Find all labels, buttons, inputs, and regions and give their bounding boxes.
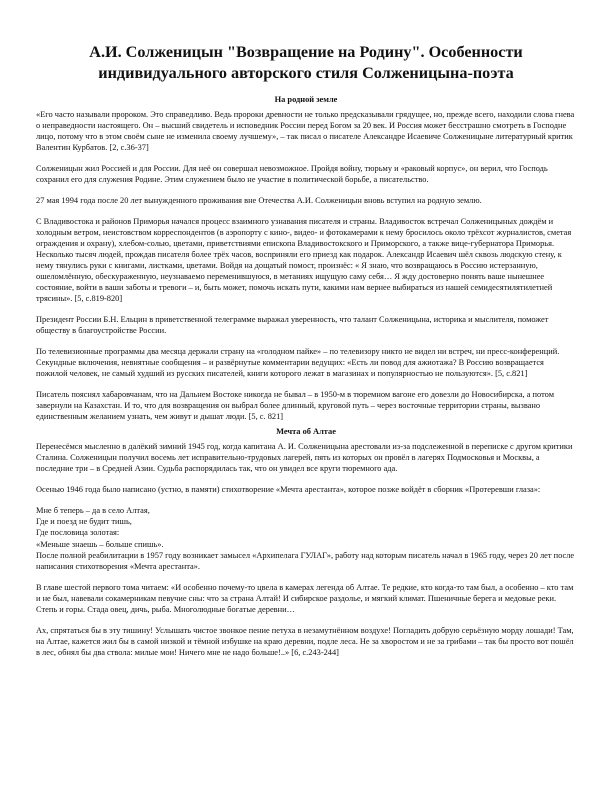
section-heading-mechta-ob-altae: Мечта об Алтае xyxy=(276,427,336,436)
paragraph: По телевизионные программы два месяца держали страну на «голодном пайке» – по телевизору никто не видел ни встреч, ни пресс-конференций. Секундные включения, невнятные сообщения – и развёрнутые комментарии ведущих: «Есть ли повод для ажиотажа? В Россию возвращается пожилой человек, не самый худший из русских писателей, книги которого лежат в магазинах и популярностью не пользуются». [5, с.821] xyxy=(36,347,560,378)
verse-line: Мне б теперь – да в село Алтая, xyxy=(36,506,150,515)
paragraph: Президент России Б.Н. Ельцин в приветственной телеграмме выражал уверенность, что талант Солженицына, историка и мыслителя, поможет обществу в благоустройстве России. xyxy=(36,315,549,335)
paragraph: Писатель пояснял хабаровчанам, что на Дальнем Востоке никогда не бывал – в 1950-м в тюремном вагоне его довезли до Новосибирска, а потом завернули на Казахстан. И то, что для возвращения он выбрал более длинный, круговой путь – через восточные территории страны, вызвано единственным желанием узнать, чем живут и дышат люди. [5, с. 821] xyxy=(36,390,554,421)
verse-followup: После полной реабилитации в 1957 году возникает замысел «Архипелага ГУЛАГ», работу над которым писатель начал в 1965 году, через 20 лет после написания стихотворения «Мечта арестанта». xyxy=(36,550,575,572)
verse-block xyxy=(36,505,576,572)
verse-line: «Меньше знаешь – больше спишь». xyxy=(36,539,164,549)
title-line: А.И. Солженицын "Возвращение на Родину". Особенности xyxy=(89,43,523,61)
paragraph: 27 мая 1994 года после 20 лет вынужденного проживания вне Отечества А.И. Солженицын вновь вступил на родную землю. xyxy=(36,196,482,205)
paragraph: «Его часто называли пророком. Это справедливо. Ведь пророки древности не только предсказывали грядущее, но, прежде всего, находили слова гнева о неправедности настоящего. Он – высший свидетель и исповедник России перед Богом за 20 век. И Россия может бесстрашно смотреть в Господне лицо, потому что в этом своём сыне не изменила своему лучшему», – так писал о писателе Александре Исаевиче Солженицыне литературный критик Валентин Курбатов. [2, с.36-37] xyxy=(36,110,575,152)
title-line: индивидуального авторского стиля Солженицына-поэта xyxy=(98,64,514,82)
paragraph: С Владивостока и районов Приморья начался процесс взаимного узнавания писателя и страны. Владивосток встречал Солженицыных дождём и холодным ветром, неистовством корреспондентов (в аэропорту с кино-, видео- и фотокамерами к нему бросилось около трёхсот журналистов, сметая ограждения и охрану), хлебом-солью, цветами, приветствиями епископа Владивостокского и Приморского, а также вице-губернатора Приморья. Несколько тысяч людей, прождав писателя более трёх часов, восприняли его приезд как подарок. Александр Исаевич шёл сквозь людскую стену, к нему тянулись руки с книгами, листками, цветами. Войдя на дощатый помост, произнёс: « Я знаю, что возвращаюсь в Россию истерзанную, ошеломлённую, обескураженную, неузнаваемо переменившуюся, в метаниях ищущую саму себя… Я жду достоверно понять ваше нынешнее состояние, войти в ваши заботы и тревоги – и, быть может, помочь искать пути, какими нам вернее выбираться из нашей семидесятилятилетней трясины». [5, с.819-820] xyxy=(36,217,572,303)
paragraph: В главе шестой первого тома читаем: «И особенно почему-то цвела в камерах легенда об Алтае. Те редкие, кто когда-то там был, а особенно – кто там и не был, навевали сокамерникам певучие сны: что за страна Алтай! И сибирское раздолье, и мягкий климат. Пшеничные берега и медовые реки. Степь и горы. Стада овец, дичь, рыба. Многолюдные богатые деревни… xyxy=(36,583,574,615)
section-heading-rodnaya-zemlya: На родной земле xyxy=(274,95,338,104)
verse-line: Где пословица золотая: xyxy=(36,528,120,538)
paragraph: Перенесёмся мысленно в далёкий зимний 1945 год, когда капитана А. И. Солженицына арестовали из-за подслеженной в переписке с другом критики Сталина. Солженицын получил восемь лет исправительно-трудовых лагерей, пять из которых он провёл в лагерях Подмосковья и Москвы, а последние три – в Средней Азии. Судьба распорядилась так, что он увидел все круги тюремного ада. xyxy=(36,442,573,473)
verse-line: Где и поезд не будит тишь, xyxy=(36,517,132,527)
paragraph: Солженицын жил Россией и для России. Для неё он совершал невозможное. Пройдя войну, тюрьму и «раковый корпус», он верил, что Господь сохранил его для служения Родине. Этим служением было не участие в политической борьбе, а писательство. xyxy=(36,164,548,184)
paragraph: Ах, спрятаться бы в эту тишину! Услышать чистое звонкое пение петуха в незамутнённом воздухе! Погладить добрую серьёзную морду лошади! Там, на Алтае, кажется жил бы в самой низкой и тёмной избушке на краю деревни, подле леса. Не за хворостом и не за грибами – так бы просто вот пошёл в лес, обнял бы два ствола: милые мои! Ничего мне не надо больше!..» [6, с.243-244] xyxy=(36,626,574,658)
document-title xyxy=(36,42,576,84)
paragraph: Осенью 1946 года было написано (устно, в памяти) стихотворение «Мечта арестанта», которое позже войдёт в сборник «Протеревши глаза»: xyxy=(36,485,541,494)
